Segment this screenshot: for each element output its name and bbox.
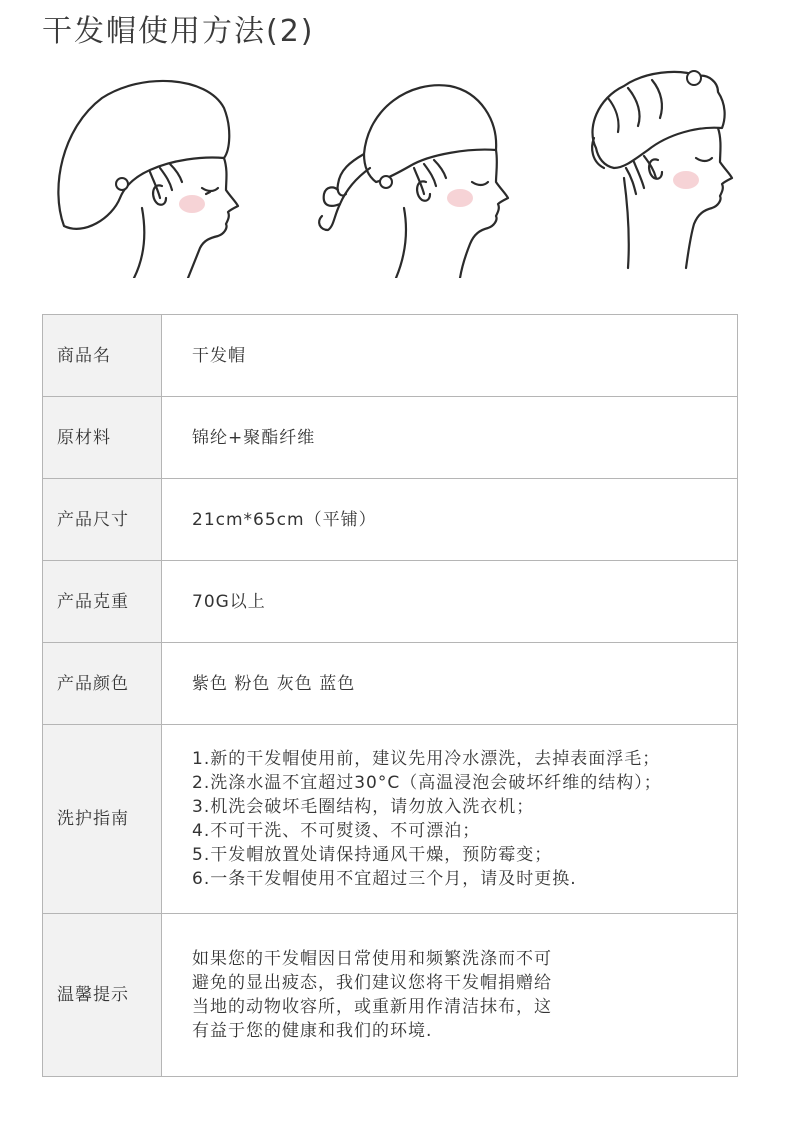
row-label-size: 产品尺寸 [43, 479, 162, 561]
tips-text [162, 914, 738, 1077]
row-label-weight: 产品克重 [43, 561, 162, 643]
tip-line: 当地的动物收容所，或重新用作清洁抹布，这 [192, 997, 552, 1017]
head-towel-wrapped-drawing [568, 58, 778, 278]
table-row [43, 315, 738, 397]
row-label-product-name: 商品名 [43, 315, 162, 397]
care-line: 2.洗涤水温不宜超过30°C（高温浸泡会破坏纤维的结构）； [192, 773, 662, 793]
care-line: 6.一条干发帽使用不宜超过三个月，请及时更换. [192, 869, 577, 889]
table-row [43, 725, 738, 914]
tip-line: 如果您的干发帽因日常使用和频繁洗涤而不可 [192, 949, 552, 969]
care-guide-list [162, 725, 738, 914]
row-value-material: 锦纶+聚酯纤维 [162, 397, 738, 479]
page-title: 干发帽使用方法(2) [42, 14, 315, 49]
row-label-care-guide: 洗护指南 [43, 725, 162, 914]
row-value-colors: 紫色 粉色 灰色 蓝色 [162, 643, 738, 725]
table-row [43, 479, 738, 561]
care-line: 1.新的干发帽使用前，建议先用冷水漂洗，去掉表面浮毛； [192, 749, 661, 769]
care-line: 4.不可干洗、不可熨烫、不可漂泊； [192, 821, 481, 841]
product-spec-table [42, 314, 738, 1077]
row-label-tips: 温馨提示 [43, 914, 162, 1077]
row-value-size: 21cm*65cm（平铺） [162, 479, 738, 561]
illustration-step-1 [42, 58, 252, 278]
row-value-product-name: 干发帽 [162, 315, 738, 397]
table-row [43, 561, 738, 643]
tip-line: 有益于您的健康和我们的环境. [192, 1021, 433, 1041]
table-row [43, 397, 738, 479]
row-label-material: 原材料 [43, 397, 162, 479]
row-value-weight: 70G以上 [162, 561, 738, 643]
illustration-step-3 [568, 58, 778, 278]
head-towel-hanging-drawing [42, 58, 252, 278]
illustration-step-2 [300, 58, 510, 278]
head-towel-twisted-drawing [300, 58, 510, 278]
usage-illustrations [0, 58, 790, 278]
table-row [43, 914, 738, 1077]
care-line: 5.干发帽放置处请保持通风干燥，预防霉变； [192, 845, 553, 865]
table-row [43, 643, 738, 725]
care-line: 3.机洗会破坏毛圈结构，请勿放入洗衣机； [192, 797, 535, 817]
row-label-colors: 产品颜色 [43, 643, 162, 725]
tip-line: 避免的显出疲态，我们建议您将干发帽捐赠给 [192, 973, 552, 993]
